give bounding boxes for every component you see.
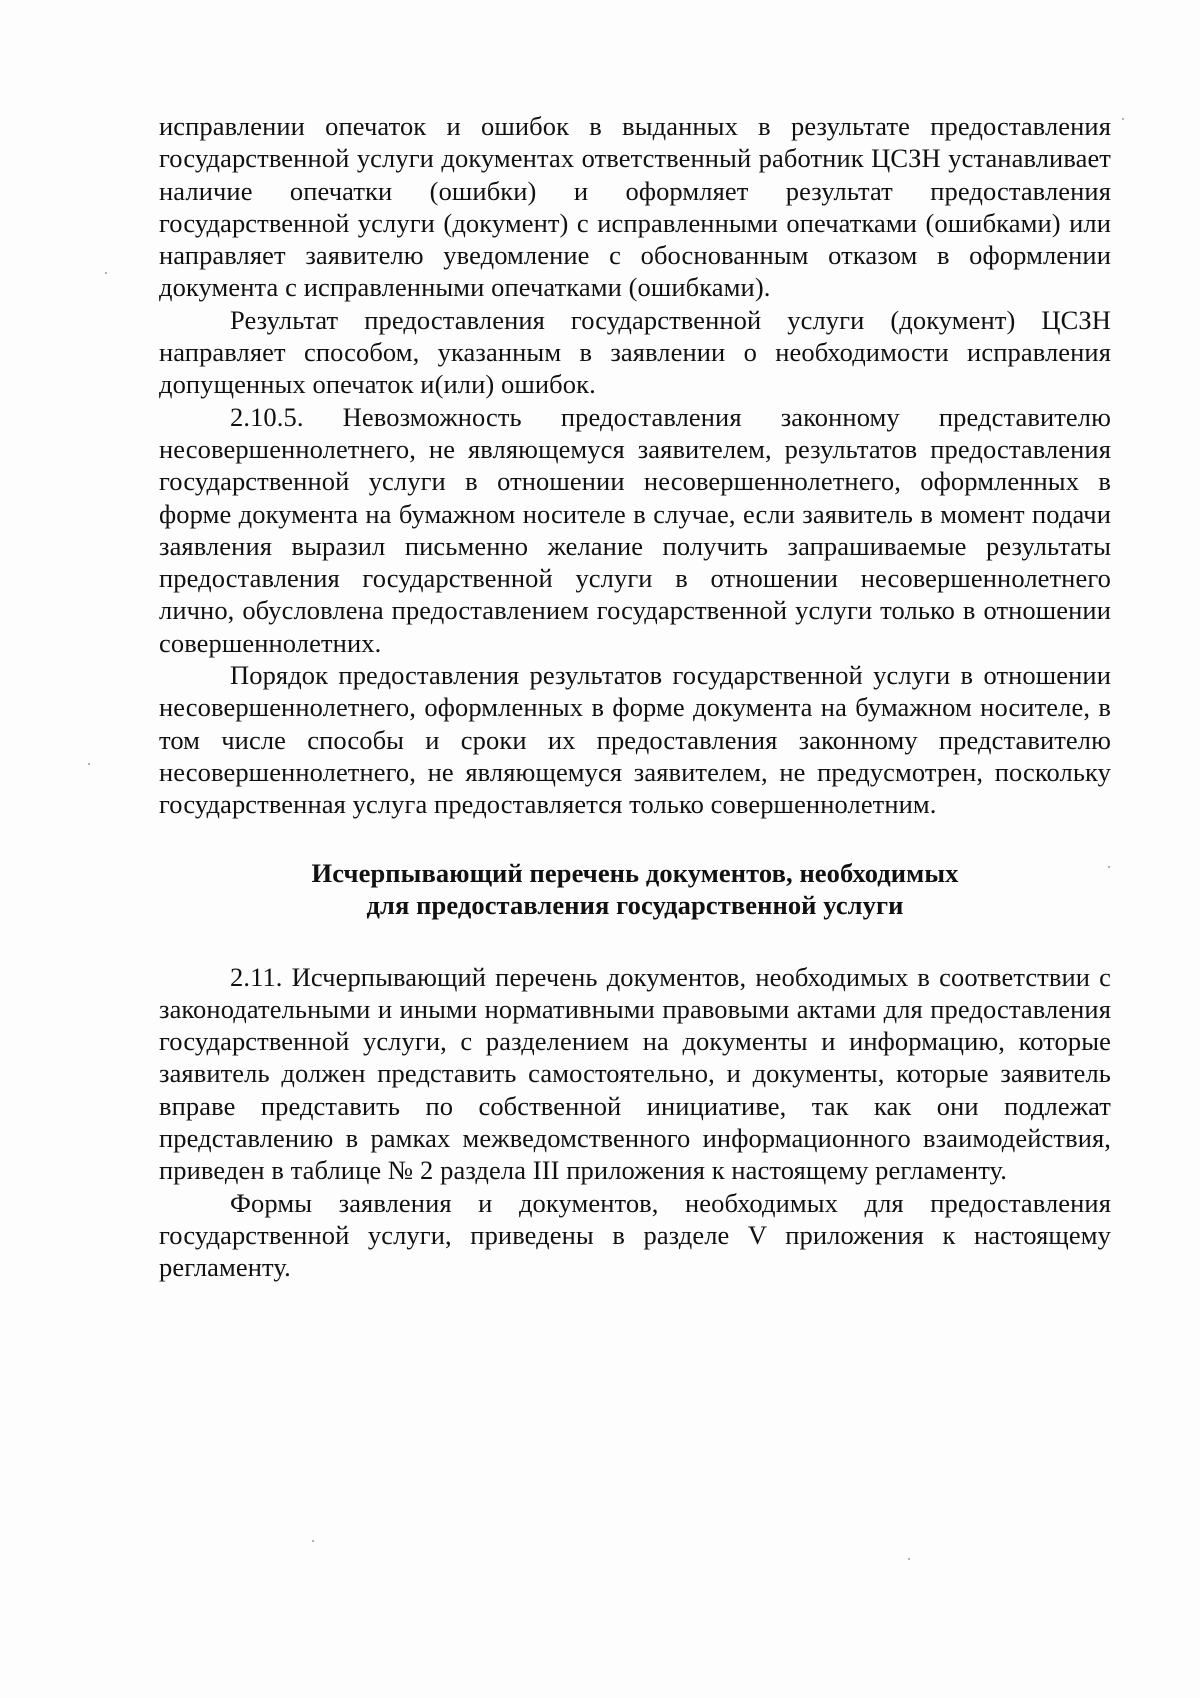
scan-speck [312,1540,314,1542]
section-heading-line-1: Исчерпывающий перечень документов, необходимых [311,857,959,888]
document-body [159,110,1111,1284]
paragraph-2-11: 2.11. Исчерпывающий перечень документов, необходимых в соответствии с законодательными и иными нормативными правовыми актами для предоставления государственной услуги, с разделением на документы и информацию, которые заявитель должен представить самостоятельно, и документы, которые заявитель вправе представить по собственной инициативе, так как они подлежат представлению в рамках межведомственного информационного взаимодействия, приведен в таблице № 2 раздела III приложения к настоящему регламенту. [159,961,1111,1186]
scan-speck [1108,866,1110,868]
section-heading-line-2: для предоставления государственной услуги [366,889,904,920]
scan-speck [908,1558,910,1560]
paragraph-forms: Формы заявления и документов, необходимых для предоставления государственной услуги, приведены в разделе V приложения к настоящему регламенту. [159,1187,1111,1283]
paragraph-minor-procedure: Порядок предоставления результатов государственной услуги в отношении несовершеннолетнего, оформленных в форме документа на бумажном носителе, в том числе способы и сроки их предоставления законному представителю несовершеннолетнего, не являющемуся заявителем, не предусмотрен, поскольку государственная услуга предоставляется только совершеннолетним. [159,660,1111,820]
scan-speck [1122,118,1124,120]
paragraph-2-10-5: 2.10.5. Невозможность предоставления законному представителю несовершеннолетнего, не являющемуся заявителем, результатов предоставления государственной услуги в отношении несовершеннолетнего, оформленных в форме документа на бумажном носителе в случае, если заявитель в момент подачи заявления выразил письменно желание получить запрашиваемые результаты предоставления государственной услуги в отношении несовершеннолетнего лично, обусловлена предоставлением государственной услуги только в отношении совершеннолетних. [159,401,1111,658]
scan-speck [88,763,90,765]
paragraph-correction-continuation: исправлении опечаток и ошибок в выданных в результате предоставления государственной услуги документах ответственный работник ЦСЗН устанавливает наличие опечатки (ошибки) и оформляет результат предоставления государственной услуги (документ) с исправленными опечатками (ошибками) или направляет заявителю уведомление с обоснованным отказом в оформлении документа с исправленными опечатками (ошибками). [159,111,1111,303]
section-heading [159,857,1111,921]
scan-speck [105,272,107,274]
paragraph-result-delivery: Результат предоставления государственной услуги (документ) ЦСЗН направляет способом, указанным в заявлении о необходимости исправления допущенных опечаток и(или) ошибок. [159,304,1111,400]
